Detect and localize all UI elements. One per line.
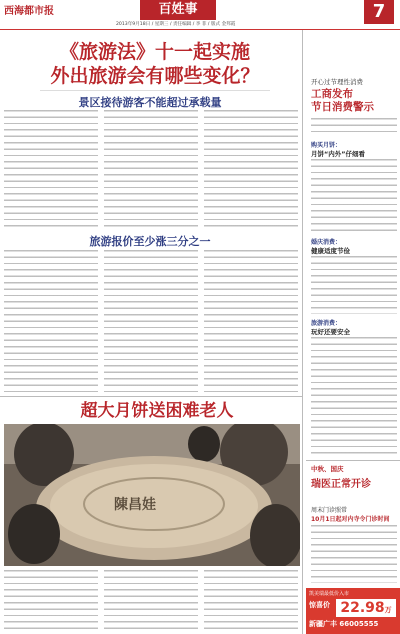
main-headline-line2: 外出旅游会有哪些变化？ [50, 65, 260, 87]
side-title-line2: 节日消费警示 [311, 101, 374, 113]
mooncake-column-2 [104, 570, 198, 632]
side-section3-title: 玩好还要安全 [311, 328, 350, 336]
mooncake-column-1 [4, 570, 98, 632]
main-headline [30, 40, 280, 88]
side2-text [311, 525, 397, 583]
article-column-3 [204, 110, 298, 230]
side2-kicker: 中秋、国庆 [311, 465, 344, 473]
side-title [311, 88, 400, 114]
list-subhead: 旅游报价至少涨三分之一 [89, 235, 211, 248]
ad-price-unit: 万 [384, 606, 392, 614]
page-number: 7 [364, 0, 394, 24]
side-section3-text [311, 337, 397, 455]
side-section2-label: 婚庆消费： [311, 239, 342, 246]
section-title: 百姓事 [140, 0, 216, 20]
mooncake-photo [4, 424, 300, 566]
article-column-2 [104, 110, 198, 230]
side-intro [311, 118, 397, 136]
side2-title: 瑞医正常开诊 [311, 479, 371, 490]
ad-price-label: 惊喜价 [309, 601, 330, 609]
side-section2-title: 健康适度节俭 [311, 247, 350, 255]
dateline: 2013年9月18日 / 星期三 / 责任编辑 / 李 菲 / 版式 金邦霞 [116, 22, 236, 27]
header-rule [0, 29, 400, 30]
article-column-1 [4, 110, 98, 230]
article-column-4 [4, 250, 98, 392]
side-divider [306, 460, 400, 461]
subhead: 景区接待游客不能超过承载量 [78, 96, 222, 109]
ad-price-box [336, 599, 396, 617]
ad-price: 22.98 [340, 600, 385, 616]
mooncake-headline: 超大月饼送困难老人 [80, 401, 234, 421]
car-advertisement[interactable] [306, 588, 400, 634]
article-column-5 [104, 250, 198, 392]
column-divider [302, 30, 303, 634]
side-section3-label: 旅游消费： [311, 320, 342, 327]
side-section2-text [311, 256, 397, 314]
masthead: 西海都市报 [4, 6, 54, 17]
ad-top-line: 凯美瑞最低价入市 [309, 591, 350, 597]
mooncake-inscription: 陳昌娃 [114, 497, 156, 513]
ad-bottom-line: 新疆广丰 66005555 [309, 620, 379, 628]
side-section1-title: 月饼“内外”仔细看 [311, 150, 366, 158]
subhead-rule [40, 90, 270, 91]
main-headline-line1: 《旅游法》十一起实施 [59, 41, 250, 63]
side-section1-label: 购买月饼： [311, 142, 342, 149]
mooncake-column-3 [204, 570, 298, 632]
side-kicker: 开心过节理性消费 [311, 78, 363, 86]
side-section1-text [311, 159, 397, 233]
side2-sub2: 10月1日起对内寺令门诊时间 [311, 516, 390, 523]
article-column-6 [204, 250, 298, 392]
side2-sub: 周末门诊照常 [311, 507, 348, 514]
side-title-line1: 工商发布 [311, 88, 353, 100]
